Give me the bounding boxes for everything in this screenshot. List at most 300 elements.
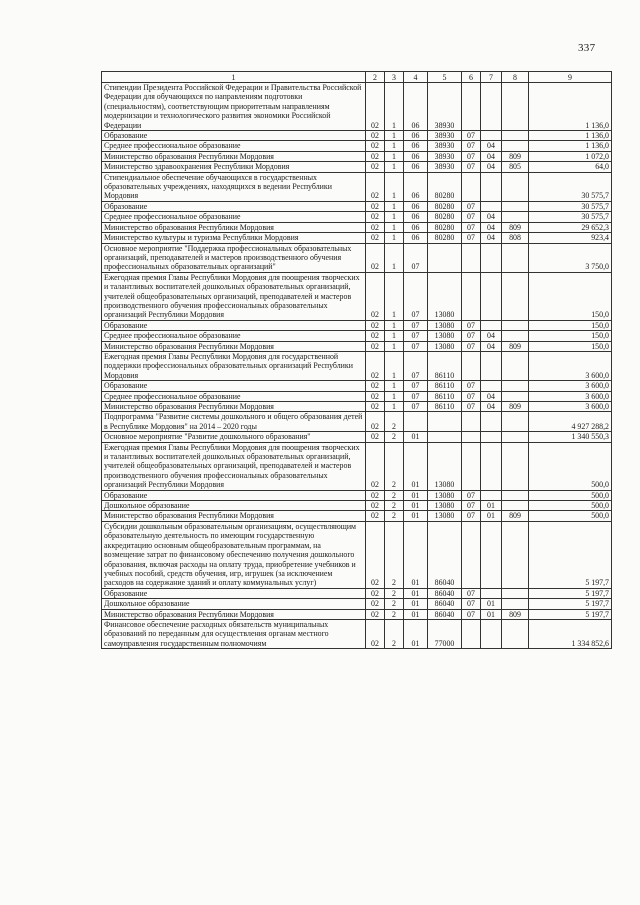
pp-code-cell: 1	[385, 83, 404, 131]
gp-code-cell: 02	[366, 162, 385, 172]
section-code-cell: 07	[462, 162, 481, 172]
section-code-cell: 07	[462, 599, 481, 609]
direction-code-cell: 38930	[428, 162, 462, 172]
gp-code-cell: 02	[366, 619, 385, 648]
amount-cell: 150,0	[529, 331, 612, 341]
section-code-cell	[462, 619, 481, 648]
ministry-code-cell: 809	[502, 609, 529, 619]
direction-code-cell: 13080	[428, 272, 462, 320]
table-row	[102, 320, 612, 330]
subsection-code-cell: 01	[481, 511, 502, 521]
ministry-code-cell: 809	[502, 511, 529, 521]
ministry-code-cell	[502, 320, 529, 330]
ministry-code-cell	[502, 172, 529, 201]
om-code-cell: 01	[404, 490, 428, 500]
om-code-cell: 07	[404, 331, 428, 341]
table-row	[102, 272, 612, 320]
direction-code-cell: 13080	[428, 442, 462, 490]
om-code-cell: 06	[404, 141, 428, 151]
direction-code-cell	[428, 243, 462, 272]
subsection-code-cell	[481, 320, 502, 330]
amount-cell: 3 600,0	[529, 381, 612, 391]
direction-code-cell: 13080	[428, 331, 462, 341]
subsection-code-cell: 04	[481, 331, 502, 341]
column-header-9: 9	[529, 72, 612, 83]
column-header-2: 2	[366, 72, 385, 83]
page-number: 337	[578, 42, 596, 54]
gp-code-cell: 02	[366, 320, 385, 330]
section-code-cell	[462, 351, 481, 380]
ministry-code-cell	[502, 619, 529, 648]
table-row	[102, 412, 612, 432]
subsection-code-cell: 04	[481, 151, 502, 161]
direction-code-cell: 86040	[428, 609, 462, 619]
table-row	[102, 381, 612, 391]
om-code-cell: 06	[404, 201, 428, 211]
table-row	[102, 619, 612, 648]
pp-code-cell: 1	[385, 233, 404, 243]
pp-code-cell: 1	[385, 131, 404, 141]
direction-code-cell: 77000	[428, 619, 462, 648]
subsection-code-cell: 04	[481, 222, 502, 232]
row-name-cell: Стипендиальное обеспечение обучающихся в государственных образовательных учреждениях, находящихся в ведении Республики Мордовия	[102, 172, 366, 201]
row-name-cell: Среднее профессиональное образование	[102, 331, 366, 341]
section-code-cell: 07	[462, 381, 481, 391]
amount-cell: 1 072,0	[529, 151, 612, 161]
table-row	[102, 402, 612, 412]
table-row	[102, 490, 612, 500]
table-body	[102, 83, 612, 649]
section-code-cell: 07	[462, 402, 481, 412]
row-name-cell: Образование	[102, 490, 366, 500]
om-code-cell: 01	[404, 501, 428, 511]
pp-code-cell: 1	[385, 162, 404, 172]
row-name-cell: Подпрограмма "Развитие системы дошкольного и общего образования детей в Республике Мордовия" на 2014 – 2020 годы	[102, 412, 366, 432]
row-name-cell: Основное мероприятие "Поддержка профессиональных образовательных организаций, преподавателей и мастеров производственного обучения профессиональных образовательных организаций"	[102, 243, 366, 272]
gp-code-cell: 02	[366, 233, 385, 243]
table-row	[102, 131, 612, 141]
table-row	[102, 151, 612, 161]
ministry-code-cell	[502, 141, 529, 151]
om-code-cell: 06	[404, 222, 428, 232]
om-code-cell: 07	[404, 341, 428, 351]
om-code-cell: 07	[404, 243, 428, 272]
subsection-code-cell	[481, 619, 502, 648]
row-name-cell: Образование	[102, 588, 366, 598]
pp-code-cell: 1	[385, 381, 404, 391]
ministry-code-cell	[502, 212, 529, 222]
pp-code-cell: 2	[385, 511, 404, 521]
row-name-cell: Образование	[102, 320, 366, 330]
gp-code-cell: 02	[366, 212, 385, 222]
pp-code-cell: 1	[385, 141, 404, 151]
pp-code-cell: 1	[385, 151, 404, 161]
gp-code-cell: 02	[366, 341, 385, 351]
gp-code-cell: 02	[366, 243, 385, 272]
row-name-cell: Министерство культуры и туризма Республики Мордовия	[102, 233, 366, 243]
section-code-cell: 07	[462, 609, 481, 619]
section-code-cell: 07	[462, 233, 481, 243]
gp-code-cell: 02	[366, 381, 385, 391]
gp-code-cell: 02	[366, 272, 385, 320]
ministry-code-cell: 809	[502, 341, 529, 351]
subsection-code-cell: 01	[481, 599, 502, 609]
pp-code-cell: 1	[385, 351, 404, 380]
om-code-cell: 06	[404, 233, 428, 243]
gp-code-cell: 02	[366, 151, 385, 161]
row-name-cell: Министерство образования Республики Мордовия	[102, 341, 366, 351]
subsection-code-cell: 04	[481, 141, 502, 151]
amount-cell: 30 575,7	[529, 201, 612, 211]
pp-code-cell: 1	[385, 391, 404, 401]
column-header-4: 4	[404, 72, 428, 83]
om-code-cell: 01	[404, 442, 428, 490]
amount-cell: 1 136,0	[529, 141, 612, 151]
ministry-code-cell	[502, 599, 529, 609]
direction-code-cell: 80280	[428, 201, 462, 211]
om-code-cell: 06	[404, 212, 428, 222]
amount-cell: 5 197,7	[529, 599, 612, 609]
om-code-cell: 01	[404, 588, 428, 598]
table-row	[102, 243, 612, 272]
direction-code-cell	[428, 432, 462, 442]
row-name-cell: Дошкольное образование	[102, 501, 366, 511]
gp-code-cell: 02	[366, 599, 385, 609]
table-row	[102, 501, 612, 511]
gp-code-cell: 02	[366, 201, 385, 211]
section-code-cell: 07	[462, 131, 481, 141]
amount-cell: 3 750,0	[529, 243, 612, 272]
column-header-3: 3	[385, 72, 404, 83]
om-code-cell: 07	[404, 381, 428, 391]
row-name-cell: Министерство образования Республики Мордовия	[102, 402, 366, 412]
ministry-code-cell	[502, 588, 529, 598]
section-code-cell: 07	[462, 320, 481, 330]
section-code-cell: 07	[462, 151, 481, 161]
ministry-code-cell	[502, 83, 529, 131]
row-name-cell: Ежегодная премия Главы Республики Мордовия для государственной поддержки профессиональных образовательных организаций Республики Мордовия	[102, 351, 366, 380]
om-code-cell: 07	[404, 391, 428, 401]
row-name-cell: Среднее профессиональное образование	[102, 391, 366, 401]
section-code-cell	[462, 442, 481, 490]
row-name-cell: Ежегодная премия Главы Республики Мордовия для поощрения творческих и талантливых воспитателей дошкольных образовательных организаций, учителей общеобразовательных организаций, преподавателей и мастеров производственного обучения профессиональных образовательных организаций Республики Мордовия	[102, 272, 366, 320]
subsection-code-cell: 04	[481, 212, 502, 222]
table-row	[102, 331, 612, 341]
direction-code-cell: 13080	[428, 511, 462, 521]
row-name-cell: Среднее профессиональное образование	[102, 141, 366, 151]
amount-cell: 29 652,3	[529, 222, 612, 232]
subsection-code-cell	[481, 131, 502, 141]
row-name-cell: Министерство образования Республики Мордовия	[102, 511, 366, 521]
direction-code-cell: 38930	[428, 131, 462, 141]
row-name-cell: Образование	[102, 381, 366, 391]
gp-code-cell: 02	[366, 588, 385, 598]
gp-code-cell: 02	[366, 391, 385, 401]
pp-code-cell: 2	[385, 609, 404, 619]
row-name-cell: Образование	[102, 201, 366, 211]
pp-code-cell: 1	[385, 320, 404, 330]
table-row	[102, 442, 612, 490]
row-name-cell: Стипендии Президента Российской Федерации и Правительства Российской Федерации для обучающихся по направлениям подготовки (специальностям), соответствующим приоритетным направлениям модернизации и технологического развития экономики Российской Федерации	[102, 83, 366, 131]
gp-code-cell: 02	[366, 521, 385, 588]
amount-cell: 150,0	[529, 320, 612, 330]
direction-code-cell: 38930	[428, 83, 462, 131]
ministry-code-cell	[502, 442, 529, 490]
table-header-row	[102, 72, 612, 83]
table-row	[102, 201, 612, 211]
amount-cell: 30 575,7	[529, 212, 612, 222]
ministry-code-cell	[502, 412, 529, 432]
ministry-code-cell	[502, 272, 529, 320]
ministry-code-cell: 809	[502, 151, 529, 161]
subsection-code-cell	[481, 412, 502, 432]
ministry-code-cell	[502, 521, 529, 588]
subsection-code-cell	[481, 381, 502, 391]
direction-code-cell: 86040	[428, 521, 462, 588]
gp-code-cell: 02	[366, 501, 385, 511]
table-row	[102, 588, 612, 598]
column-header-7: 7	[481, 72, 502, 83]
column-header-5: 5	[428, 72, 462, 83]
subsection-code-cell	[481, 83, 502, 131]
table-row	[102, 391, 612, 401]
row-name-cell: Министерство образования Республики Мордовия	[102, 222, 366, 232]
subsection-code-cell	[481, 521, 502, 588]
amount-cell: 500,0	[529, 501, 612, 511]
direction-code-cell: 86110	[428, 381, 462, 391]
pp-code-cell: 1	[385, 243, 404, 272]
row-name-cell: Субсидии дошкольным образовательным организациям, осуществляющим образовательную деятельность по имеющим государственную аккредитацию основным общеобразовательным программам, на возмещение затрат по финансовому обеспечению получения дошкольного образования, включая расходы на оплату труда, приобретение учебников и учебных пособий, средств обучения, игр, игрушек (за исключением расходов на содержание зданий и оплату коммунальных услуг)	[102, 521, 366, 588]
subsection-code-cell: 04	[481, 391, 502, 401]
pp-code-cell: 1	[385, 212, 404, 222]
pp-code-cell: 2	[385, 599, 404, 609]
table-row	[102, 609, 612, 619]
om-code-cell: 07	[404, 351, 428, 380]
direction-code-cell: 38930	[428, 141, 462, 151]
direction-code-cell: 38930	[428, 151, 462, 161]
table-row	[102, 162, 612, 172]
amount-cell: 150,0	[529, 341, 612, 351]
table-row	[102, 83, 612, 131]
gp-code-cell: 02	[366, 351, 385, 380]
pp-code-cell: 2	[385, 588, 404, 598]
gp-code-cell: 02	[366, 331, 385, 341]
subsection-code-cell	[481, 201, 502, 211]
table-row	[102, 172, 612, 201]
amount-cell: 1 136,0	[529, 131, 612, 141]
ministry-code-cell	[502, 501, 529, 511]
pp-code-cell: 2	[385, 501, 404, 511]
direction-code-cell: 13080	[428, 320, 462, 330]
pp-code-cell: 2	[385, 619, 404, 648]
gp-code-cell: 02	[366, 131, 385, 141]
budget-table	[101, 71, 612, 649]
pp-code-cell: 2	[385, 442, 404, 490]
amount-cell: 500,0	[529, 511, 612, 521]
table-row	[102, 341, 612, 351]
direction-code-cell: 80280	[428, 233, 462, 243]
om-code-cell: 01	[404, 619, 428, 648]
amount-cell: 3 600,0	[529, 402, 612, 412]
pp-code-cell: 2	[385, 490, 404, 500]
amount-cell: 4 927 288,2	[529, 412, 612, 432]
direction-code-cell: 86110	[428, 402, 462, 412]
direction-code-cell	[428, 412, 462, 432]
gp-code-cell: 02	[366, 609, 385, 619]
om-code-cell: 01	[404, 511, 428, 521]
gp-code-cell: 02	[366, 442, 385, 490]
pp-code-cell: 2	[385, 432, 404, 442]
om-code-cell: 06	[404, 131, 428, 141]
om-code-cell	[404, 412, 428, 432]
column-header-6: 6	[462, 72, 481, 83]
section-code-cell: 07	[462, 501, 481, 511]
ministry-code-cell: 805	[502, 162, 529, 172]
section-code-cell	[462, 432, 481, 442]
direction-code-cell: 13080	[428, 501, 462, 511]
table-row	[102, 511, 612, 521]
subsection-code-cell: 01	[481, 501, 502, 511]
row-name-cell: Среднее профессиональное образование	[102, 212, 366, 222]
ministry-code-cell	[502, 391, 529, 401]
amount-cell: 500,0	[529, 490, 612, 500]
pp-code-cell: 1	[385, 222, 404, 232]
gp-code-cell: 02	[366, 222, 385, 232]
subsection-code-cell: 04	[481, 341, 502, 351]
gp-code-cell: 02	[366, 141, 385, 151]
table-row	[102, 222, 612, 232]
subsection-code-cell	[481, 272, 502, 320]
pp-code-cell: 1	[385, 172, 404, 201]
section-code-cell	[462, 243, 481, 272]
section-code-cell: 07	[462, 341, 481, 351]
ministry-code-cell: 808	[502, 233, 529, 243]
direction-code-cell: 80280	[428, 222, 462, 232]
amount-cell: 3 600,0	[529, 391, 612, 401]
column-header-1: 1	[102, 72, 366, 83]
row-name-cell: Ежегодная премия Главы Республики Мордовия для поощрения творческих и талантливых воспитателей дошкольных образовательных организаций, учителей общеобразовательных организаций, преподавателей и мастеров производственного обучения профессиональных образовательных организаций Республики Мордовия	[102, 442, 366, 490]
amount-cell: 1 334 852,6	[529, 619, 612, 648]
om-code-cell: 06	[404, 172, 428, 201]
row-name-cell: Образование	[102, 131, 366, 141]
table-row	[102, 432, 612, 442]
subsection-code-cell: 04	[481, 233, 502, 243]
amount-cell: 64,0	[529, 162, 612, 172]
pp-code-cell: 1	[385, 331, 404, 341]
table-row	[102, 351, 612, 380]
subsection-code-cell	[481, 243, 502, 272]
table-row	[102, 599, 612, 609]
amount-cell: 1 136,0	[529, 83, 612, 131]
om-code-cell: 07	[404, 402, 428, 412]
amount-cell: 150,0	[529, 272, 612, 320]
section-code-cell: 07	[462, 511, 481, 521]
direction-code-cell: 86110	[428, 391, 462, 401]
amount-cell: 5 197,7	[529, 521, 612, 588]
gp-code-cell: 02	[366, 511, 385, 521]
section-code-cell: 07	[462, 141, 481, 151]
subsection-code-cell	[481, 172, 502, 201]
ministry-code-cell: 809	[502, 402, 529, 412]
subsection-code-cell: 04	[481, 162, 502, 172]
section-code-cell: 07	[462, 588, 481, 598]
amount-cell: 923,4	[529, 233, 612, 243]
section-code-cell: 07	[462, 212, 481, 222]
subsection-code-cell	[481, 588, 502, 598]
om-code-cell: 07	[404, 320, 428, 330]
ministry-code-cell	[502, 331, 529, 341]
table-row	[102, 141, 612, 151]
pp-code-cell: 1	[385, 272, 404, 320]
section-code-cell	[462, 272, 481, 320]
direction-code-cell: 86040	[428, 599, 462, 609]
direction-code-cell: 86110	[428, 351, 462, 380]
table-row	[102, 521, 612, 588]
om-code-cell: 06	[404, 83, 428, 131]
ministry-code-cell: 809	[502, 222, 529, 232]
row-name-cell: Основное мероприятие "Развитие дошкольного образования"	[102, 432, 366, 442]
pp-code-cell: 1	[385, 201, 404, 211]
section-code-cell	[462, 521, 481, 588]
om-code-cell: 01	[404, 521, 428, 588]
pp-code-cell: 1	[385, 402, 404, 412]
column-header-8: 8	[502, 72, 529, 83]
direction-code-cell: 80280	[428, 172, 462, 201]
amount-cell: 1 340 550,3	[529, 432, 612, 442]
om-code-cell: 01	[404, 432, 428, 442]
amount-cell: 500,0	[529, 442, 612, 490]
ministry-code-cell	[502, 490, 529, 500]
amount-cell: 5 197,7	[529, 609, 612, 619]
row-name-cell: Министерство здравоохранения Республики Мордовия	[102, 162, 366, 172]
direction-code-cell: 13080	[428, 490, 462, 500]
amount-cell: 3 600,0	[529, 351, 612, 380]
ministry-code-cell	[502, 201, 529, 211]
subsection-code-cell	[481, 351, 502, 380]
subsection-code-cell	[481, 490, 502, 500]
section-code-cell	[462, 83, 481, 131]
ministry-code-cell	[502, 351, 529, 380]
section-code-cell	[462, 172, 481, 201]
pp-code-cell: 1	[385, 341, 404, 351]
ministry-code-cell	[502, 432, 529, 442]
subsection-code-cell: 01	[481, 609, 502, 619]
direction-code-cell: 86040	[428, 588, 462, 598]
direction-code-cell: 80280	[428, 212, 462, 222]
pp-code-cell: 2	[385, 412, 404, 432]
ministry-code-cell	[502, 243, 529, 272]
om-code-cell: 07	[404, 272, 428, 320]
pp-code-cell: 2	[385, 521, 404, 588]
amount-cell: 5 197,7	[529, 588, 612, 598]
ministry-code-cell	[502, 131, 529, 141]
row-name-cell: Дошкольное образование	[102, 599, 366, 609]
gp-code-cell: 02	[366, 412, 385, 432]
om-code-cell: 01	[404, 599, 428, 609]
gp-code-cell: 02	[366, 402, 385, 412]
section-code-cell	[462, 412, 481, 432]
om-code-cell: 06	[404, 162, 428, 172]
amount-cell: 30 575,7	[529, 172, 612, 201]
section-code-cell: 07	[462, 490, 481, 500]
gp-code-cell: 02	[366, 172, 385, 201]
direction-code-cell: 13080	[428, 341, 462, 351]
subsection-code-cell: 04	[481, 402, 502, 412]
section-code-cell: 07	[462, 331, 481, 341]
section-code-cell: 07	[462, 201, 481, 211]
subsection-code-cell	[481, 442, 502, 490]
om-code-cell: 06	[404, 151, 428, 161]
